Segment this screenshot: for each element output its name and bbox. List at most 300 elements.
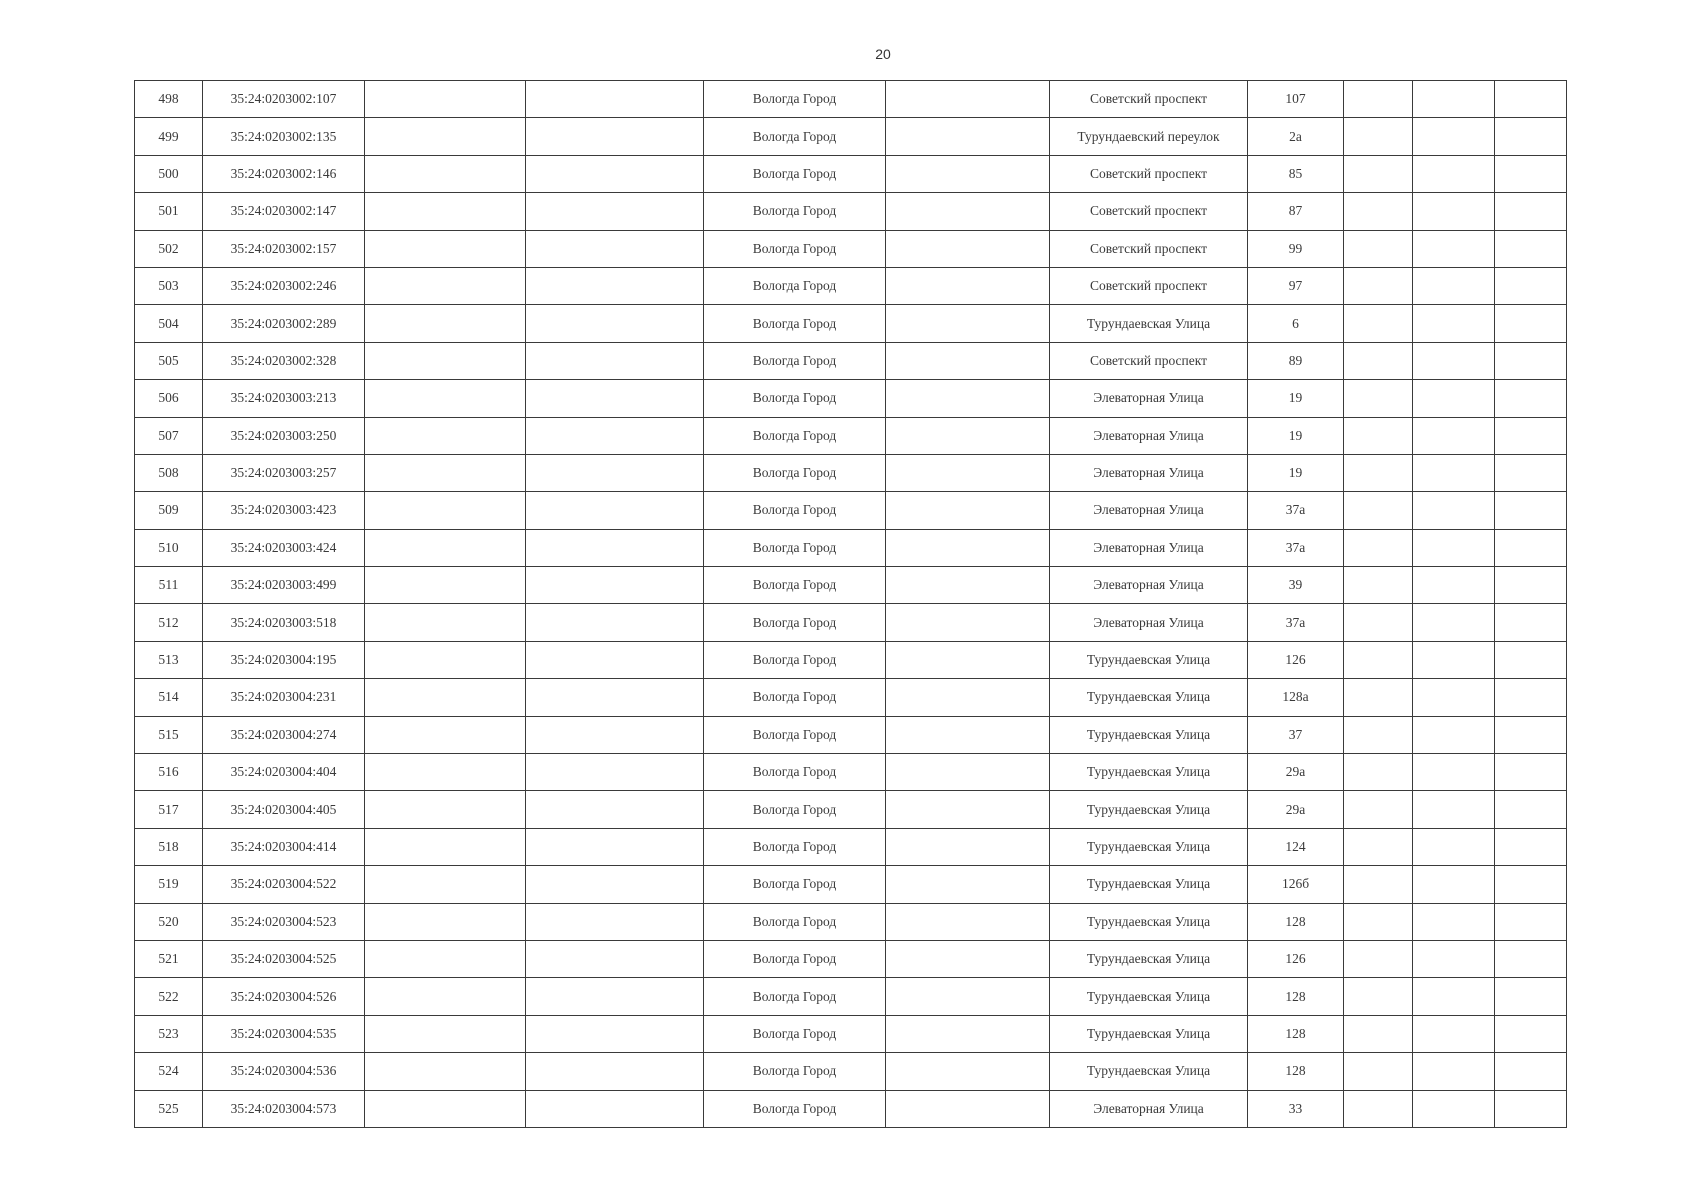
cadastral-number-cell: 35:24:0203004:535	[203, 1015, 365, 1052]
empty-cell	[1344, 903, 1413, 940]
empty-cell	[886, 828, 1050, 865]
empty-cell	[526, 342, 704, 379]
house-number-cell: 37	[1248, 716, 1344, 753]
empty-cell	[1495, 492, 1567, 529]
empty-cell	[365, 529, 526, 566]
settlement-cell: Вологда Город	[704, 267, 886, 304]
row-number-cell: 498	[135, 81, 203, 118]
table-row	[135, 305, 1567, 342]
empty-cell	[1495, 529, 1567, 566]
table-row	[135, 567, 1567, 604]
empty-cell	[886, 679, 1050, 716]
empty-cell	[886, 903, 1050, 940]
empty-cell	[365, 1015, 526, 1052]
empty-cell	[365, 567, 526, 604]
empty-cell	[1495, 791, 1567, 828]
table-row	[135, 716, 1567, 753]
empty-cell	[1495, 417, 1567, 454]
settlement-cell: Вологда Город	[704, 193, 886, 230]
empty-cell	[365, 978, 526, 1015]
empty-cell	[886, 454, 1050, 491]
house-number-cell: 107	[1248, 81, 1344, 118]
house-number-cell: 2а	[1248, 118, 1344, 155]
empty-cell	[365, 1090, 526, 1127]
table-row	[135, 454, 1567, 491]
cadastral-number-cell: 35:24:0203004:573	[203, 1090, 365, 1127]
empty-cell	[1495, 305, 1567, 342]
house-number-cell: 37а	[1248, 492, 1344, 529]
empty-cell	[526, 380, 704, 417]
empty-cell	[1413, 754, 1495, 791]
table-row	[135, 230, 1567, 267]
table-row	[135, 940, 1567, 977]
cadastral-number-cell: 35:24:0203002:146	[203, 155, 365, 192]
empty-cell	[1413, 604, 1495, 641]
empty-cell	[1344, 604, 1413, 641]
cadastral-number-cell: 35:24:0203004:231	[203, 679, 365, 716]
cadastral-number-cell: 35:24:0203004:523	[203, 903, 365, 940]
row-number-cell: 524	[135, 1053, 203, 1090]
empty-cell	[1344, 1090, 1413, 1127]
table-row	[135, 1090, 1567, 1127]
row-number-cell: 521	[135, 940, 203, 977]
empty-cell	[526, 1090, 704, 1127]
house-number-cell: 87	[1248, 193, 1344, 230]
settlement-cell: Вологда Город	[704, 679, 886, 716]
street-cell: Турундаевская Улица	[1050, 940, 1248, 977]
empty-cell	[886, 641, 1050, 678]
row-number-cell: 513	[135, 641, 203, 678]
row-number-cell: 525	[135, 1090, 203, 1127]
empty-cell	[1413, 342, 1495, 379]
empty-cell	[1344, 267, 1413, 304]
empty-cell	[886, 940, 1050, 977]
empty-cell	[526, 193, 704, 230]
empty-cell	[886, 342, 1050, 379]
empty-cell	[1413, 267, 1495, 304]
empty-cell	[886, 567, 1050, 604]
settlement-cell: Вологда Город	[704, 155, 886, 192]
street-cell: Элеваторная Улица	[1050, 567, 1248, 604]
empty-cell	[526, 1053, 704, 1090]
house-number-cell: 19	[1248, 417, 1344, 454]
row-number-cell: 504	[135, 305, 203, 342]
empty-cell	[886, 417, 1050, 454]
house-number-cell: 97	[1248, 267, 1344, 304]
row-number-cell: 512	[135, 604, 203, 641]
empty-cell	[1495, 903, 1567, 940]
cadastral-number-cell: 35:24:0203002:328	[203, 342, 365, 379]
empty-cell	[1344, 118, 1413, 155]
street-cell: Турундаевская Улица	[1050, 754, 1248, 791]
empty-cell	[1344, 454, 1413, 491]
empty-cell	[526, 529, 704, 566]
cadastral-number-cell: 35:24:0203004:404	[203, 754, 365, 791]
row-number-cell: 506	[135, 380, 203, 417]
empty-cell	[886, 380, 1050, 417]
cadastral-number-cell: 35:24:0203004:274	[203, 716, 365, 753]
empty-cell	[1344, 754, 1413, 791]
empty-cell	[886, 492, 1050, 529]
house-number-cell: 19	[1248, 454, 1344, 491]
empty-cell	[365, 230, 526, 267]
empty-cell	[1344, 567, 1413, 604]
row-number-cell: 523	[135, 1015, 203, 1052]
empty-cell	[526, 230, 704, 267]
settlement-cell: Вологда Город	[704, 230, 886, 267]
empty-cell	[1344, 978, 1413, 1015]
empty-cell	[1495, 342, 1567, 379]
empty-cell	[1344, 866, 1413, 903]
settlement-cell: Вологда Город	[704, 380, 886, 417]
empty-cell	[886, 305, 1050, 342]
empty-cell	[365, 754, 526, 791]
cadastral-number-cell: 35:24:0203003:424	[203, 529, 365, 566]
row-number-cell: 503	[135, 267, 203, 304]
cadastral-number-cell: 35:24:0203002:246	[203, 267, 365, 304]
street-cell: Турундаевский переулок	[1050, 118, 1248, 155]
settlement-cell: Вологда Город	[704, 940, 886, 977]
house-number-cell: 33	[1248, 1090, 1344, 1127]
empty-cell	[526, 940, 704, 977]
empty-cell	[526, 903, 704, 940]
cadastral-number-cell: 35:24:0203004:536	[203, 1053, 365, 1090]
empty-cell	[365, 903, 526, 940]
empty-cell	[886, 118, 1050, 155]
empty-cell	[526, 679, 704, 716]
empty-cell	[365, 305, 526, 342]
empty-cell	[526, 866, 704, 903]
empty-cell	[1413, 679, 1495, 716]
house-number-cell: 39	[1248, 567, 1344, 604]
empty-cell	[526, 604, 704, 641]
empty-cell	[1344, 679, 1413, 716]
empty-cell	[1413, 155, 1495, 192]
cadastral-number-cell: 35:24:0203004:405	[203, 791, 365, 828]
empty-cell	[1413, 866, 1495, 903]
empty-cell	[1495, 81, 1567, 118]
cadastral-number-cell: 35:24:0203002:147	[203, 193, 365, 230]
empty-cell	[1413, 380, 1495, 417]
row-number-cell: 518	[135, 828, 203, 865]
house-number-cell: 19	[1248, 380, 1344, 417]
empty-cell	[1413, 940, 1495, 977]
row-number-cell: 505	[135, 342, 203, 379]
empty-cell	[365, 155, 526, 192]
empty-cell	[1495, 604, 1567, 641]
street-cell: Турундаевская Улица	[1050, 791, 1248, 828]
empty-cell	[365, 492, 526, 529]
empty-cell	[365, 940, 526, 977]
empty-cell	[526, 716, 704, 753]
empty-cell	[526, 1015, 704, 1052]
street-cell: Турундаевская Улица	[1050, 1015, 1248, 1052]
empty-cell	[1413, 978, 1495, 1015]
empty-cell	[1413, 641, 1495, 678]
street-cell: Турундаевская Улица	[1050, 903, 1248, 940]
table-row	[135, 417, 1567, 454]
empty-cell	[1344, 380, 1413, 417]
empty-cell	[1495, 641, 1567, 678]
settlement-cell: Вологда Город	[704, 529, 886, 566]
empty-cell	[886, 155, 1050, 192]
house-number-cell: 6	[1248, 305, 1344, 342]
empty-cell	[1344, 492, 1413, 529]
settlement-cell: Вологда Город	[704, 417, 886, 454]
street-cell: Турундаевская Улица	[1050, 305, 1248, 342]
settlement-cell: Вологда Город	[704, 604, 886, 641]
empty-cell	[526, 828, 704, 865]
row-number-cell: 502	[135, 230, 203, 267]
empty-cell	[1344, 716, 1413, 753]
empty-cell	[1495, 754, 1567, 791]
registry-table-body	[135, 81, 1567, 1128]
cadastral-number-cell: 35:24:0203002:135	[203, 118, 365, 155]
empty-cell	[365, 454, 526, 491]
table-row	[135, 1015, 1567, 1052]
empty-cell	[365, 828, 526, 865]
empty-cell	[886, 1015, 1050, 1052]
empty-cell	[526, 305, 704, 342]
house-number-cell: 128	[1248, 1053, 1344, 1090]
empty-cell	[365, 342, 526, 379]
table-row	[135, 679, 1567, 716]
house-number-cell: 89	[1248, 342, 1344, 379]
empty-cell	[1495, 380, 1567, 417]
cadastral-number-cell: 35:24:0203003:423	[203, 492, 365, 529]
empty-cell	[886, 754, 1050, 791]
empty-cell	[1413, 1053, 1495, 1090]
settlement-cell: Вологда Город	[704, 641, 886, 678]
settlement-cell: Вологда Город	[704, 828, 886, 865]
empty-cell	[886, 791, 1050, 828]
street-cell: Советский проспект	[1050, 81, 1248, 118]
house-number-cell: 37а	[1248, 604, 1344, 641]
empty-cell	[1413, 903, 1495, 940]
empty-cell	[365, 604, 526, 641]
row-number-cell: 509	[135, 492, 203, 529]
street-cell: Турундаевская Улица	[1050, 716, 1248, 753]
street-cell: Элеваторная Улица	[1050, 417, 1248, 454]
house-number-cell: 99	[1248, 230, 1344, 267]
table-row	[135, 866, 1567, 903]
house-number-cell: 128	[1248, 978, 1344, 1015]
empty-cell	[1495, 454, 1567, 491]
table-row	[135, 342, 1567, 379]
empty-cell	[1413, 417, 1495, 454]
empty-cell	[365, 1053, 526, 1090]
street-cell: Турундаевская Улица	[1050, 828, 1248, 865]
empty-cell	[886, 81, 1050, 118]
empty-cell	[1413, 492, 1495, 529]
empty-cell	[1413, 230, 1495, 267]
empty-cell	[1495, 866, 1567, 903]
settlement-cell: Вологда Город	[704, 81, 886, 118]
table-row	[135, 641, 1567, 678]
empty-cell	[886, 978, 1050, 1015]
cadastral-number-cell: 35:24:0203002:289	[203, 305, 365, 342]
row-number-cell: 517	[135, 791, 203, 828]
street-cell: Элеваторная Улица	[1050, 529, 1248, 566]
empty-cell	[1413, 454, 1495, 491]
table-row	[135, 529, 1567, 566]
row-number-cell: 515	[135, 716, 203, 753]
empty-cell	[1495, 118, 1567, 155]
row-number-cell: 510	[135, 529, 203, 566]
empty-cell	[365, 716, 526, 753]
street-cell: Советский проспект	[1050, 193, 1248, 230]
empty-cell	[1495, 679, 1567, 716]
row-number-cell: 500	[135, 155, 203, 192]
empty-cell	[526, 81, 704, 118]
table-row	[135, 118, 1567, 155]
table-row	[135, 267, 1567, 304]
empty-cell	[886, 866, 1050, 903]
empty-cell	[886, 1053, 1050, 1090]
empty-cell	[886, 230, 1050, 267]
table-row	[135, 791, 1567, 828]
empty-cell	[365, 641, 526, 678]
table-row	[135, 155, 1567, 192]
settlement-cell: Вологда Город	[704, 754, 886, 791]
table-row	[135, 604, 1567, 641]
street-cell: Элеваторная Улица	[1050, 380, 1248, 417]
settlement-cell: Вологда Город	[704, 978, 886, 1015]
empty-cell	[365, 791, 526, 828]
empty-cell	[1344, 1015, 1413, 1052]
empty-cell	[1495, 1090, 1567, 1127]
empty-cell	[526, 155, 704, 192]
settlement-cell: Вологда Город	[704, 454, 886, 491]
empty-cell	[886, 193, 1050, 230]
empty-cell	[1344, 940, 1413, 977]
empty-cell	[526, 791, 704, 828]
row-number-cell: 522	[135, 978, 203, 1015]
empty-cell	[1344, 791, 1413, 828]
empty-cell	[1495, 940, 1567, 977]
empty-cell	[365, 267, 526, 304]
empty-cell	[1344, 305, 1413, 342]
empty-cell	[1413, 567, 1495, 604]
house-number-cell: 29а	[1248, 791, 1344, 828]
empty-cell	[1413, 118, 1495, 155]
street-cell: Турундаевская Улица	[1050, 1053, 1248, 1090]
empty-cell	[1413, 305, 1495, 342]
empty-cell	[365, 679, 526, 716]
empty-cell	[365, 380, 526, 417]
settlement-cell: Вологда Город	[704, 305, 886, 342]
empty-cell	[1495, 155, 1567, 192]
street-cell: Элеваторная Улица	[1050, 1090, 1248, 1127]
empty-cell	[1495, 1015, 1567, 1052]
empty-cell	[1344, 641, 1413, 678]
empty-cell	[526, 417, 704, 454]
row-number-cell: 511	[135, 567, 203, 604]
street-cell: Советский проспект	[1050, 230, 1248, 267]
house-number-cell: 128	[1248, 903, 1344, 940]
settlement-cell: Вологда Город	[704, 1053, 886, 1090]
empty-cell	[365, 118, 526, 155]
table-row	[135, 81, 1567, 118]
street-cell: Советский проспект	[1050, 342, 1248, 379]
row-number-cell: 516	[135, 754, 203, 791]
empty-cell	[886, 1090, 1050, 1127]
empty-cell	[1344, 342, 1413, 379]
cadastral-number-cell: 35:24:0203003:213	[203, 380, 365, 417]
empty-cell	[365, 81, 526, 118]
empty-cell	[1495, 828, 1567, 865]
row-number-cell: 519	[135, 866, 203, 903]
street-cell: Турундаевская Улица	[1050, 978, 1248, 1015]
table-row	[135, 978, 1567, 1015]
empty-cell	[1344, 417, 1413, 454]
empty-cell	[1344, 155, 1413, 192]
empty-cell	[1495, 193, 1567, 230]
table-row	[135, 1053, 1567, 1090]
street-cell: Элеваторная Улица	[1050, 454, 1248, 491]
row-number-cell: 508	[135, 454, 203, 491]
empty-cell	[886, 529, 1050, 566]
empty-cell	[1413, 1090, 1495, 1127]
settlement-cell: Вологда Город	[704, 567, 886, 604]
empty-cell	[526, 754, 704, 791]
empty-cell	[526, 492, 704, 529]
page-number: 20	[875, 46, 891, 62]
empty-cell	[1495, 978, 1567, 1015]
row-number-cell: 499	[135, 118, 203, 155]
empty-cell	[1495, 716, 1567, 753]
empty-cell	[1413, 193, 1495, 230]
table-row	[135, 492, 1567, 529]
cadastral-number-cell: 35:24:0203004:525	[203, 940, 365, 977]
table-row	[135, 754, 1567, 791]
empty-cell	[1344, 529, 1413, 566]
cadastral-number-cell: 35:24:0203003:250	[203, 417, 365, 454]
house-number-cell: 29а	[1248, 754, 1344, 791]
house-number-cell: 126б	[1248, 866, 1344, 903]
cadastral-number-cell: 35:24:0203003:257	[203, 454, 365, 491]
empty-cell	[526, 567, 704, 604]
empty-cell	[1413, 1015, 1495, 1052]
empty-cell	[886, 267, 1050, 304]
settlement-cell: Вологда Город	[704, 1090, 886, 1127]
empty-cell	[526, 267, 704, 304]
empty-cell	[365, 193, 526, 230]
house-number-cell: 128а	[1248, 679, 1344, 716]
row-number-cell: 520	[135, 903, 203, 940]
empty-cell	[1344, 81, 1413, 118]
street-cell: Турундаевская Улица	[1050, 866, 1248, 903]
empty-cell	[1413, 828, 1495, 865]
street-cell: Советский проспект	[1050, 155, 1248, 192]
empty-cell	[1495, 230, 1567, 267]
empty-cell	[526, 118, 704, 155]
empty-cell	[886, 716, 1050, 753]
settlement-cell: Вологда Город	[704, 492, 886, 529]
settlement-cell: Вологда Город	[704, 1015, 886, 1052]
street-cell: Элеваторная Улица	[1050, 604, 1248, 641]
settlement-cell: Вологда Город	[704, 791, 886, 828]
cadastral-number-cell: 35:24:0203002:107	[203, 81, 365, 118]
street-cell: Турундаевская Улица	[1050, 641, 1248, 678]
empty-cell	[1344, 230, 1413, 267]
empty-cell	[1413, 791, 1495, 828]
house-number-cell: 37а	[1248, 529, 1344, 566]
empty-cell	[1495, 1053, 1567, 1090]
table-row	[135, 903, 1567, 940]
house-number-cell: 128	[1248, 1015, 1344, 1052]
house-number-cell: 85	[1248, 155, 1344, 192]
